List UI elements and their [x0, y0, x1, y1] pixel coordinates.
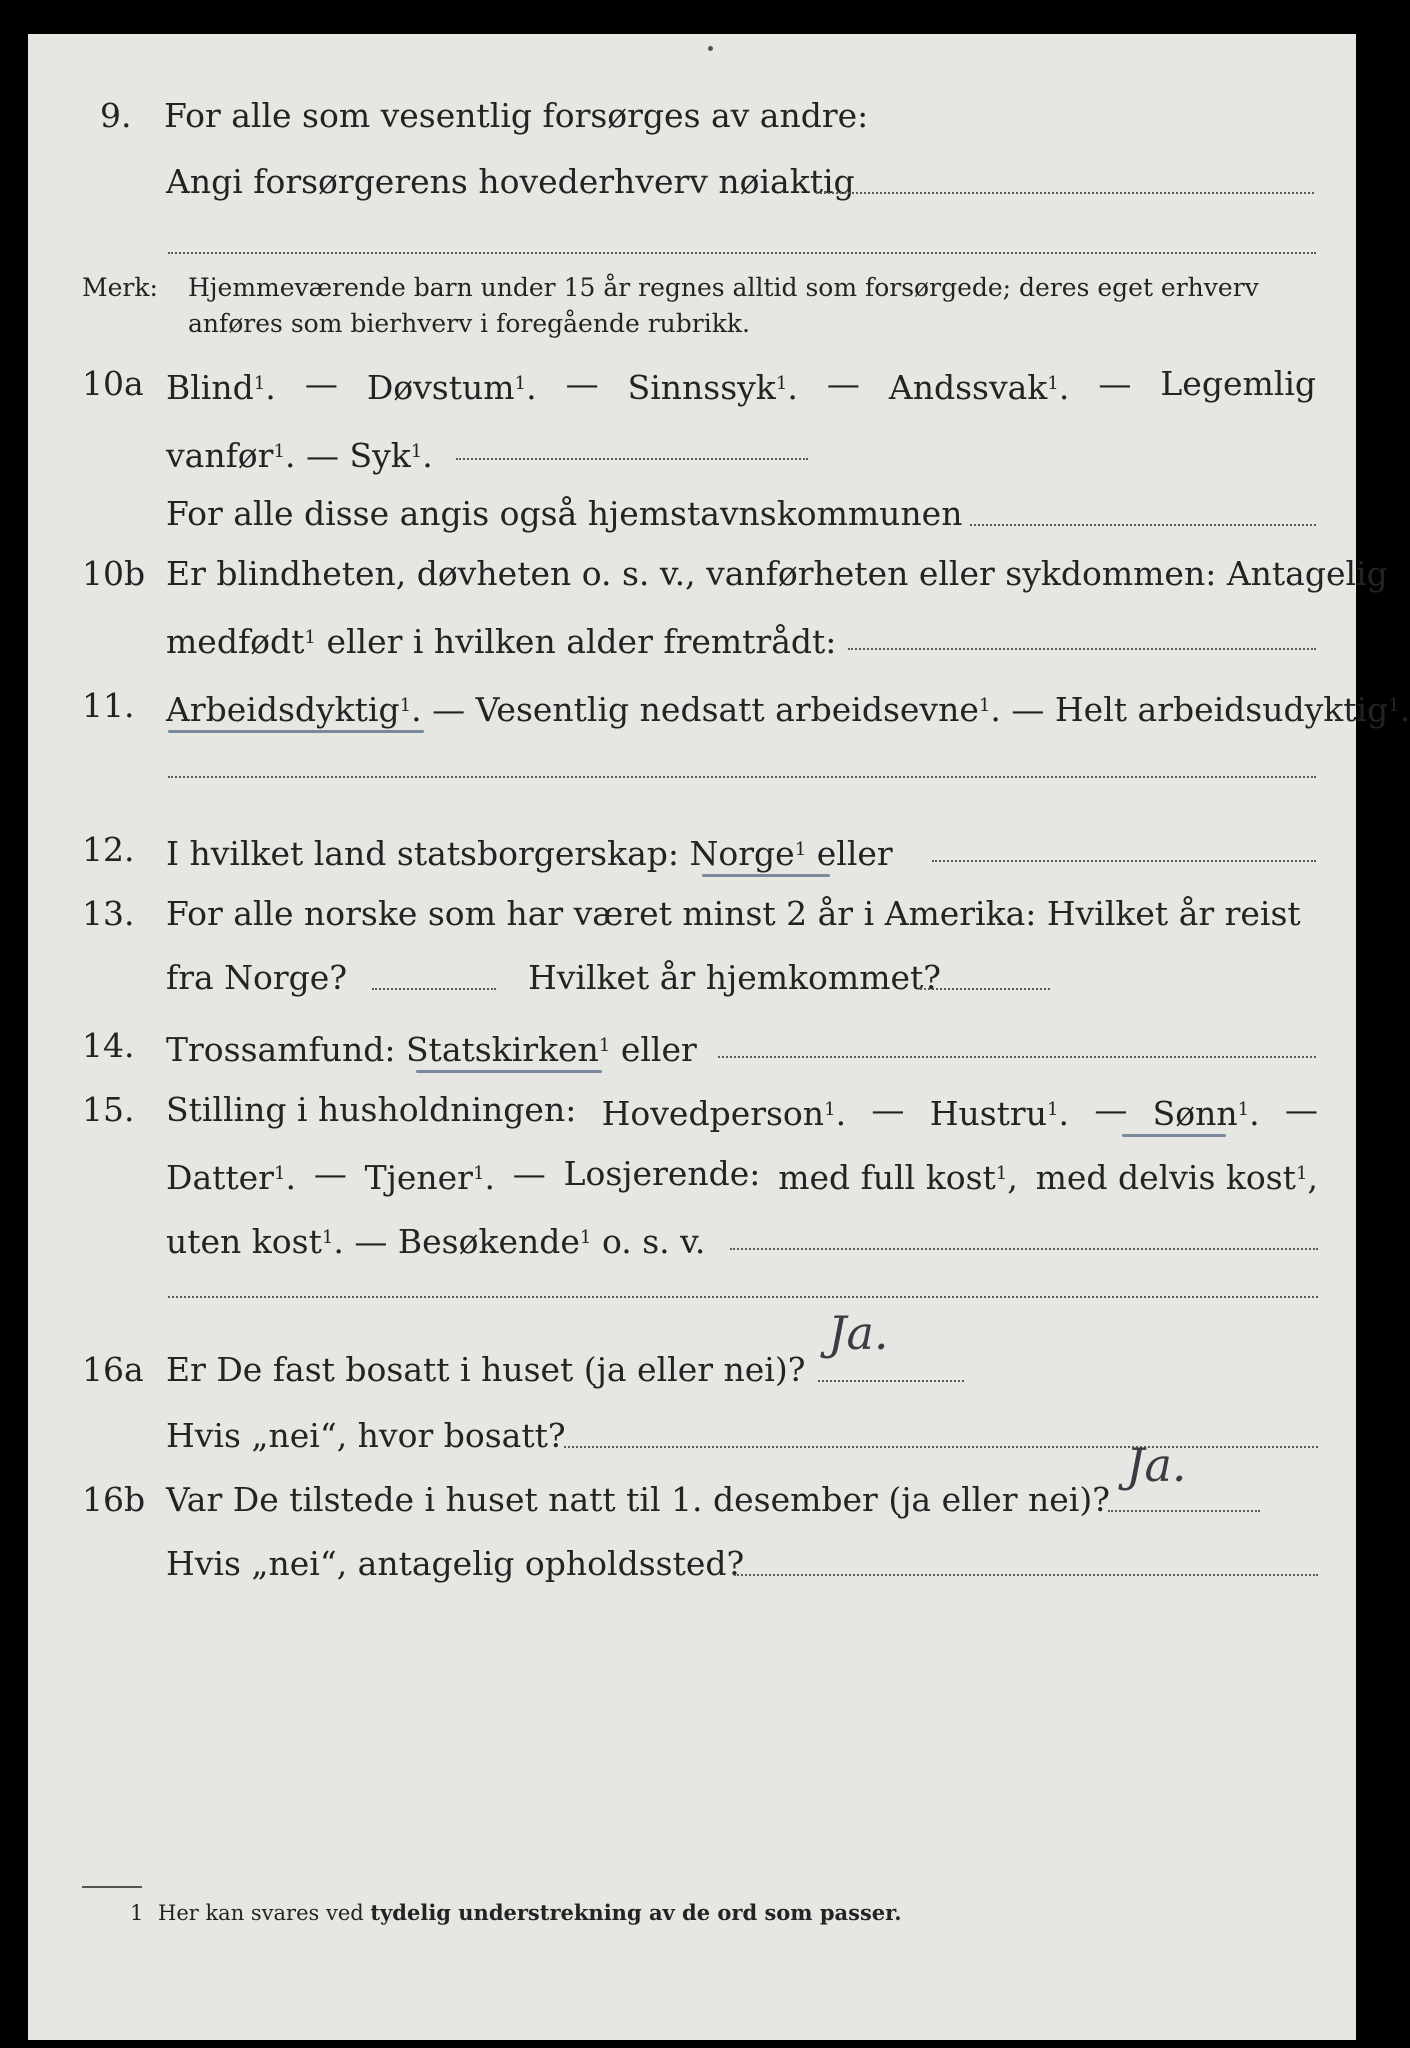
footnote-text: Her kan svares ved tydelig understrekning av de ord som passer.: [158, 1900, 902, 1925]
footnote-rule: [82, 1886, 142, 1888]
q11-number: 11.: [82, 686, 135, 725]
q10a-hometown-line[interactable]: [970, 524, 1316, 526]
footnote-marker: 1: [130, 1901, 144, 1925]
q9-text: For alle som vesentlig forsørges av andre:: [164, 96, 869, 135]
q13-sub1: fra Norge?: [166, 958, 348, 997]
q16a-sub: Hvis „nei“, hvor bosatt?: [166, 1416, 566, 1455]
option-arbeidsudyktig[interactable]: Helt arbeidsudyktig$^1$.: [1054, 689, 1410, 729]
q13-returned-line[interactable]: [920, 988, 1050, 990]
dash: —: [565, 364, 599, 403]
option-andssvak[interactable]: Andssvak$^1$.: [888, 367, 1070, 407]
q13-sub2: Hvilket år hjemkommet?: [528, 958, 941, 997]
underline-sonn: [1122, 1134, 1226, 1137]
option-arbeidsdyktig[interactable]: Arbeidsdyktig$^1$.: [166, 689, 422, 729]
dash: —: [1011, 689, 1045, 729]
option-legemlig[interactable]: Legemlig: [1160, 364, 1316, 403]
dash: —: [826, 364, 860, 403]
q15-osv: o. s. v.: [601, 1221, 706, 1261]
option-delvis-kost[interactable]: med delvis kost$^1$,: [1035, 1157, 1318, 1197]
q14-text: Trossamfund: Statskirken$^1$ eller: [166, 1029, 697, 1069]
dash: —: [1284, 1090, 1318, 1129]
q16b-whereabouts-line[interactable]: [734, 1574, 1318, 1576]
form-page: [28, 34, 1410, 2040]
option-full-kost[interactable]: med full kost$^1$,: [778, 1157, 1018, 1197]
q16a-number: 16a: [82, 1350, 144, 1389]
dash: —: [871, 1090, 905, 1129]
q12-answer-line[interactable]: [932, 860, 1316, 862]
dash: —: [512, 1154, 546, 1193]
dash: —: [304, 364, 338, 403]
q10a-line2: [166, 432, 433, 476]
q15-answer-line[interactable]: [730, 1248, 1318, 1250]
q12-number: 12.: [82, 830, 135, 869]
q13-text: For alle norske som har været minst 2 år i Amerika: Hvilket år reist: [166, 894, 1301, 933]
q14-answer-line[interactable]: [718, 1056, 1316, 1058]
q16b-number: 16b: [82, 1480, 146, 1519]
option-datter[interactable]: Datter$^1$.: [166, 1157, 297, 1197]
q10b-text: Er blindheten, døvheten o. s. v., vanførheten eller sykdommen: Antagelig: [166, 554, 1388, 593]
q16b-text: Var De tilstede i huset natt til 1. desember (ja eller nei)?: [166, 1480, 1110, 1519]
option-statskirken[interactable]: Statskirken$^1$: [405, 1029, 611, 1069]
option-nedsatt[interactable]: Vesentlig nedsatt arbeidsevne$^1$.: [475, 689, 1001, 729]
q14-eller: eller: [620, 1029, 697, 1069]
merk-label: Merk:: [82, 273, 158, 302]
option-vanfor[interactable]: vanfør$^1$.: [166, 435, 296, 475]
q15-number: 15.: [82, 1090, 135, 1129]
underline-arbeidsdyktig: [168, 730, 424, 733]
dash: —: [432, 689, 466, 729]
underline-norge: [702, 874, 830, 877]
option-besokende[interactable]: Besøkende$^1$: [397, 1221, 592, 1261]
q11-options: [166, 686, 1410, 730]
q10b-answer-line[interactable]: [848, 648, 1316, 650]
merk-line2: anføres som bierhverv i foregående rubrikk.: [188, 309, 750, 338]
q11-answer-line[interactable]: [168, 776, 1316, 778]
q10a-answer-line[interactable]: [456, 458, 808, 460]
dash: —: [305, 435, 339, 475]
option-uten-kost[interactable]: uten kost$^1$.: [166, 1221, 344, 1261]
option-syk[interactable]: Syk$^1$.: [349, 435, 433, 475]
option-sonn[interactable]: Sønn$^1$.: [1152, 1093, 1260, 1133]
q16a-where-line[interactable]: [564, 1446, 1318, 1448]
q13-number: 13.: [82, 894, 135, 933]
dash: —: [1098, 364, 1132, 403]
merk-line1: Hjemmeværende barn under 15 år regnes alltid som forsørgede; deres eget erhverv: [188, 273, 1259, 302]
q10a-options: [166, 364, 1316, 408]
q16a-answer-line[interactable]: [818, 1380, 964, 1382]
q16a-text: Er De fast bosatt i huset (ja eller nei)?: [166, 1350, 806, 1389]
q16b-sub: Hvis „nei“, antagelig opholdssted?: [166, 1544, 745, 1583]
ink-speck: [708, 46, 713, 51]
option-hustru[interactable]: Hustru$^1$.: [929, 1093, 1070, 1133]
q10a-sub: For alle disse angis også hjemstavnskommunen: [166, 494, 963, 533]
q9-number: 9.: [100, 96, 132, 135]
q16a-answer[interactable]: Ja.: [828, 1306, 889, 1360]
q9-answer-line[interactable]: [816, 192, 1314, 194]
q12-eller: eller: [816, 833, 893, 873]
underline-statskirken: [416, 1070, 602, 1073]
option-blind[interactable]: Blind$^1$.: [166, 367, 276, 407]
q15-label: Stilling i husholdningen:: [166, 1090, 577, 1129]
option-hovedperson[interactable]: Hovedperson$^1$.: [601, 1093, 847, 1133]
q13-left-norway-line[interactable]: [372, 988, 496, 990]
q12-text: I hvilket land statsborgerskap: Norge$^1$ eller: [166, 833, 893, 873]
option-norge[interactable]: Norge$^1$: [689, 833, 807, 873]
q15-line3: [166, 1218, 705, 1262]
option-sinnssyk[interactable]: Sinnssyk$^1$.: [627, 367, 798, 407]
option-tjener[interactable]: Tjener$^1$.: [364, 1157, 495, 1197]
option-dovstum[interactable]: Døvstum$^1$.: [366, 367, 537, 407]
dash: —: [354, 1221, 388, 1261]
dash: —: [1094, 1090, 1128, 1129]
q14-number: 14.: [82, 1026, 135, 1065]
q10b-sub: medfødt$^1$ eller i hvilken alder fremtrådt:: [166, 621, 837, 661]
q9-answer-line-2[interactable]: [168, 252, 1316, 254]
q10a-number: 10a: [82, 364, 144, 403]
q10b-number: 10b: [82, 554, 146, 593]
q16b-answer-line[interactable]: [1108, 1510, 1260, 1512]
q9-sub: Angi forsørgerens hovederhverv nøiaktig: [166, 162, 855, 201]
dash: —: [313, 1154, 347, 1193]
q15-line2: [166, 1154, 1318, 1198]
q15-answer-line-2[interactable]: [168, 1296, 1318, 1298]
q15-line1: [166, 1090, 1318, 1134]
q15-lodger-label: Losjerende:: [563, 1154, 761, 1193]
q16b-answer[interactable]: Ja.: [1126, 1438, 1187, 1492]
